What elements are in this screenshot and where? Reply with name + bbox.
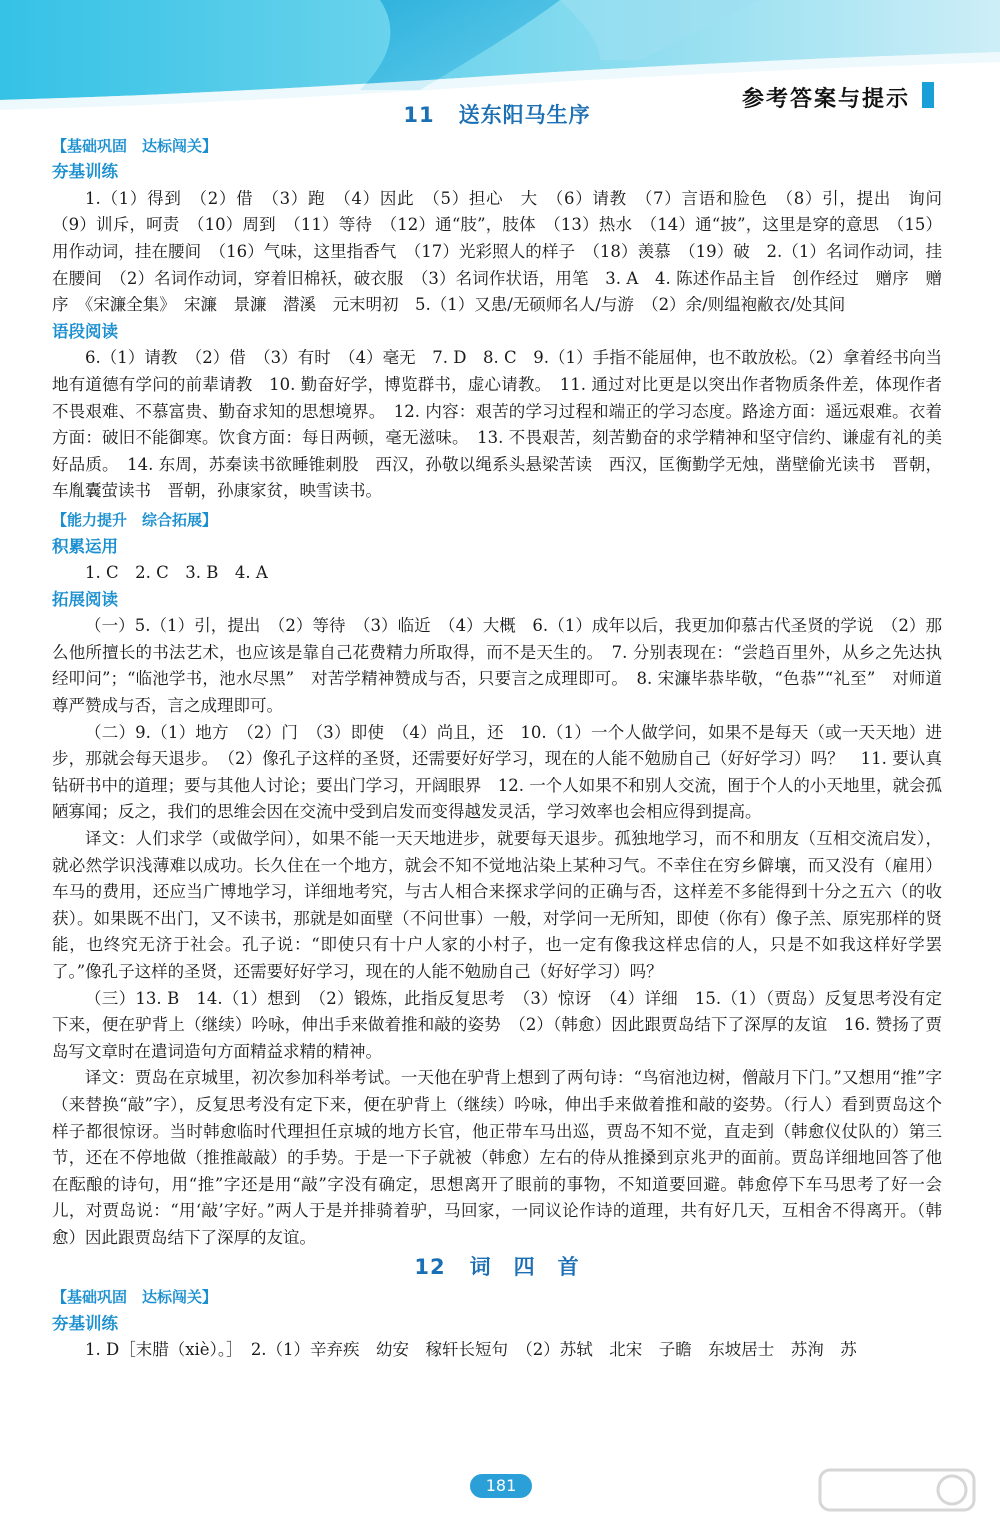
watermark-logo	[812, 1466, 982, 1532]
lesson-11-title	[52, 102, 942, 129]
lesson-11-section-basic: 【基础巩固 达标闯关】	[52, 136, 218, 155]
lesson-11-sub-training: 夯基训练	[52, 162, 118, 182]
lesson-11-section-advanced: 【能力提升 综合拓展】	[52, 510, 218, 529]
lesson-12-answers-training: 1. D［末腊（xiè）。］ 2.（1）辛弃疾 幼安 稼轩长短句 （2）苏轼 北宋 子瞻 东坡居士 苏洵 苏	[85, 1340, 857, 1360]
lesson-11-answers-ext-2: （二）9.（1）地方 （2）门 （3）即使 （4）尚且，还 10.（1）一个人做学问，如果不是每天（或一天天地）进步，那就会每天退步。 （2）像孔子这样的圣贤，还需要好好学习，现在的人能不勉励自己（好好学习）吗？ 11. 要认真钻研书中的道理；要与其他人讨论；要出门学习，开阔眼界 12. 一个人如果不和别人交流，囿于个人的小天地里，就会孤陋寡闻；反之，我们的思维会因在交流中受到启发而变得越发灵活，学习效率也会相应得到提高。	[52, 722, 942, 822]
lesson-11-number: 11	[403, 103, 435, 127]
watermark-graphic	[812, 1466, 982, 1532]
lesson-11-translation-1: 译文：人们求学（或做学问），如果不能一天天地进步，就要每天退步。孤独地学习，而不和朋友（互相交流启发），就必然学识浅薄难以成功。长久住在一个地方，就会不知不觉地沾染上某种习气。不幸住在穷乡僻壤，而又没有（雇用）车马的费用，还应当广博地学习，详细地考究，与古人相合来探求学问的正确与否，这样差不多能得到十分之五六（的收获）。如果既不出门，又不读书，那就是如面壁（不问世事）一般，对学问一无所知，即使（你有）像子羔、原宪那样的贤能，也终究无济于社会。孔子说：“即使只有十户人家的小村子，也一定有像我这样忠信的人，只是不如我这样好学罢了。”像孔子这样的圣贤，还需要好好学习，现在的人能不勉励自己（好好学习）吗？	[52, 829, 942, 981]
header-title: 参考答案与提示	[741, 87, 910, 112]
lesson-11-name: 送东阳马生序	[458, 103, 591, 127]
lesson-11-answers-reading: 6.（1）请教 （2）借 （3）有时 （4）毫无 7. D 8. C 9.（1）手指不能屈伸，也不敢放松。（2）拿着经书向当地有道德有学问的前辈请教 10. 勤奋好学，博览群书，虚心请教。 11. 通过对比更是以突出作者物质条件差，体现作者不畏艰难、不慕富贵、勤奋求知的思想境界。 12. 内容：艰苦的学习过程和端正的学习态度。路途方面：遥远艰难。衣着方面：破旧不能御寒。饮食方面：每日两顿，毫无滋味。 13. 不畏艰苦，刻苦勤奋的求学精神和坚守信约、谦虚有礼的美好品质。 14. 东周，苏秦读书欲睡锥刺股 西汉，孙敬以绳系头悬梁苦读 西汉，匡衡勤学无烛，凿壁偷光读书 晋朝，车胤囊萤读书 晋朝，孙康家贫，映雪读书。	[52, 348, 942, 501]
lesson-11-answers-accumulation: 1. C 2. C 3. B 4. A	[85, 563, 268, 583]
lesson-11-sub-reading: 语段阅读	[52, 321, 118, 341]
lesson-11-sub-extended: 拓展阅读	[52, 589, 118, 609]
page-content	[52, 100, 959, 1364]
lesson-12-section-basic: 【基础巩固 达标闯关】	[52, 1288, 218, 1307]
lesson-12-title	[52, 1254, 942, 1281]
lesson-11-sub-accumulation: 积累运用	[52, 536, 118, 556]
page-number: 181	[470, 1474, 532, 1498]
lesson-12-sub-training: 夯基训练	[52, 1313, 118, 1333]
lesson-11-answers-ext-3: （三）13. B 14.（1）想到 （2）锻炼，此指反复思考 （3）惊讶 （4）详细 15.（1）（贾岛）反复思考没有定下来，便在驴背上（继续）吟咏，伸出手来做着推和敲的姿势 （2）（韩愈）因此跟贾岛结下了深厚的友谊 16. 赞扬了贾岛写文章时在遣词造句方面精益求精的精神。	[52, 988, 942, 1061]
lesson-11-answers-ext-1: （一）5.（1）引，提出 （2）等待 （3）临近 （4）大概 6.（1）成年以后，我更加仰慕古代圣贤的学说 （2）那么他所擅长的书法艺术，也应该是靠自己花费精力所取得，而不是天生的。 7. 分别表现在：“尝趋百里外，从乡之先达执经叩问”；“临池学书，池水尽黑” 对苦学精神赞成与否，只要言之成理即可。 8. 宋濂毕恭毕敬，“色恭”“礼至” 对师道尊严赞成与否，言之成理即可。	[52, 616, 942, 716]
lesson-12-number: 12	[414, 1254, 446, 1279]
lesson-12-name: 词 四 首	[469, 1254, 580, 1279]
lesson-11-answers-training: 1.（1）得到 （2）借 （3）跑 （4）因此 （5）担心 大 （6）请教 （7）言语和脸色 （8）引，提出 询问 （9）训斥，呵责 （10）周到 （11）等待 （12）通“肢”，肢体 （13）热水 （14）通“披”，这里是穿的意思 （15）用作动词，挂在腰间 （16）气味，这里指香气 （17）光彩照人的样子 （18）羡慕 （19）破 2.（1）名词作动词，挂在腰间 （2）名词作动词，穿着旧棉袄，破衣服 （3）名词作状语，用笔 3. A 4. 陈述作品主旨 创作经过 赠序 赠序 《宋濂全集》 宋濂 景濂 潜溪 元末明初 5.（1）又患/无硕师名人/与游 （2）余/则缊袍敝衣/处其间	[52, 188, 959, 315]
lesson-11-translation-2: 译文：贾岛在京城里，初次参加科举考试。一天他在驴背上想到了两句诗：“鸟宿池边树，僧敲月下门。”又想用“推”字（来替换“敲”字），反复思考没有定下来，便在驴背上（继续）吟咏，伸出手来做着推和敲的姿势。（行人）看到贾岛这个样子都很惊讶。当时韩愈临时代理担任京城的地方长官，他正带车马出巡，贾岛不知不觉，直走到（韩愈仪仗队的）第三节，还在不停地做（推推敲敲）的手势。于是一下子就被（韩愈）左右的侍从推搡到京兆尹的面前。贾岛详细地回答了他在酝酿的诗句，用“推”字还是用“敲”字没有确定，思想离开了眼前的事物，不知道要回避。韩愈停下车马思考了好一会儿，对贾岛说：“用‘敲’字好。”两人于是并排骑着驴，马回家，一同议论作诗的道理，共有好几天，互相舍不得离开。（韩愈）因此跟贾岛结下了深厚的友谊。	[52, 1068, 942, 1247]
